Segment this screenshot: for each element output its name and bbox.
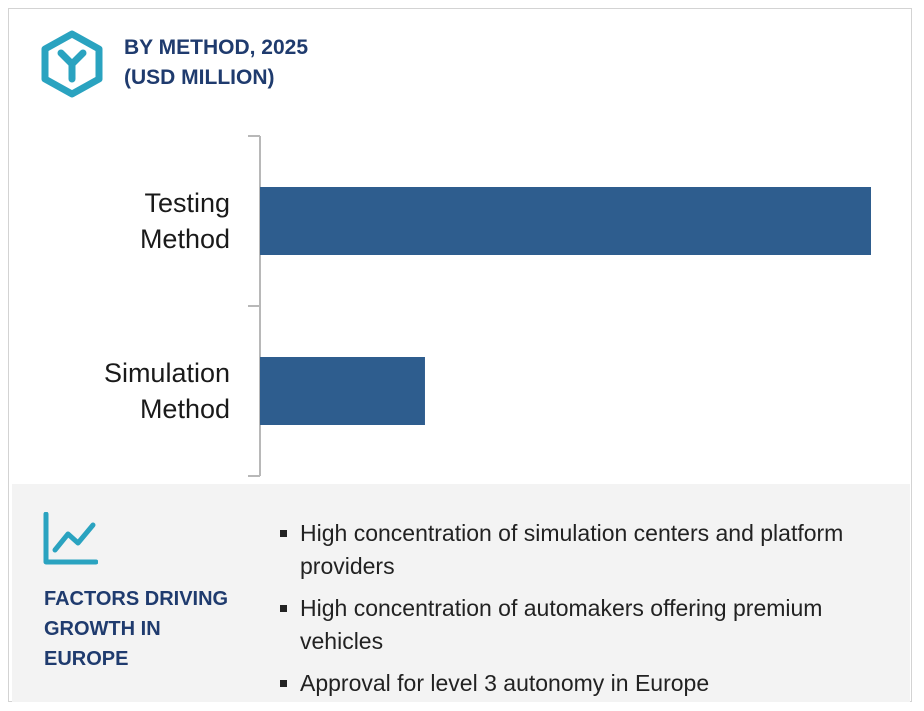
category-label-1-0: Simulation <box>103 358 230 388</box>
factors-title-line-3: EUROPE <box>44 648 129 670</box>
bar-0 <box>260 187 871 255</box>
factors-title <box>44 584 264 674</box>
factors-panel <box>12 484 910 702</box>
category-label-0-1: Method <box>139 224 230 254</box>
factor-item-text: High concentration of simulation centers and platform providers <box>300 520 844 579</box>
category-label-0-0: Testing <box>144 188 230 218</box>
factor-item-text: High concentration of automakers offering premium vehicles <box>300 595 823 654</box>
factor-item-1 <box>280 517 900 583</box>
chart-title-line-2: (USD MILLION) <box>124 66 275 89</box>
factor-item-text: Approval for level 3 autonomy in Europe <box>300 670 710 696</box>
category-label-1-1: Method <box>139 394 230 424</box>
trend-line-icon <box>42 512 98 566</box>
bullet-icon <box>280 530 287 537</box>
bullet-icon <box>280 680 287 687</box>
bullet-icon <box>280 605 287 612</box>
factors-title-line-2: GROWTH IN <box>44 618 161 640</box>
bar-1 <box>260 357 425 425</box>
factor-list <box>280 517 900 709</box>
chart-title-line-1: BY METHOD, 2025 <box>124 36 309 59</box>
factors-title-line-1: FACTORS DRIVING <box>44 588 229 610</box>
factor-item-3 <box>280 667 900 700</box>
factor-item-2 <box>280 592 900 658</box>
